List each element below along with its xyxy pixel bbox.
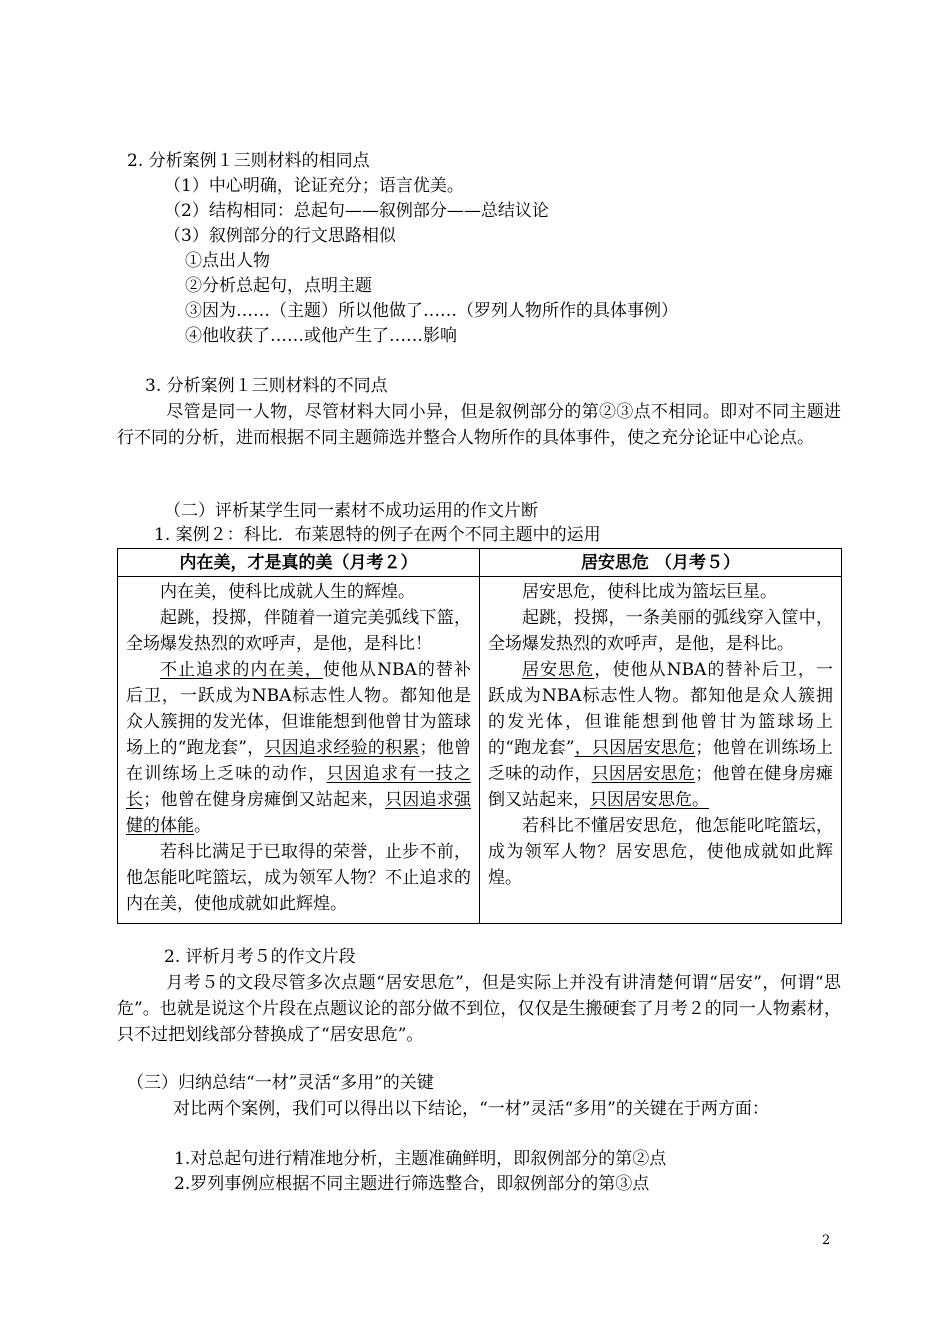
sub-list-item: ②分析总起句，点明主题 xyxy=(185,276,372,296)
table-header-right: 居安思危 （月考５） xyxy=(480,549,842,577)
underlined-text: 只因居安思危。 xyxy=(590,790,709,810)
text-run: ；他曾在健身房瘫倒又站起来， xyxy=(488,764,834,810)
case-title: 1. 案例２：科比．布莱恩特的例子在两个不同主题中的运用 xyxy=(154,525,601,545)
section-heading: 2. 评析月考５的作文片段 xyxy=(164,947,356,967)
list-item: （1）中心明确，论证充分；语言优美。 xyxy=(164,176,464,196)
table-cell-left xyxy=(118,577,480,924)
cell-paragraph xyxy=(488,657,833,813)
cell-paragraph xyxy=(126,657,471,839)
text-run: 使他从NBA的替补后卫，一跃成为NBA标志性人物。都知他是众人簇拥的发光体，但谁能想到他曾甘为篮球场上的“跑龙套”， xyxy=(126,660,471,758)
sub-list-item: ④他收获了……或他产生了……影响 xyxy=(185,326,457,346)
part-heading: （二）评析某学生同一素材不成功运用的作文片断 xyxy=(164,501,538,521)
underlined-text: 只因追求强健的体能 xyxy=(126,790,472,836)
table-cell-right xyxy=(480,577,842,924)
cell-paragraph: 居安思危，使科比成为篮坛巨星。 xyxy=(522,582,777,602)
section-heading: 3. 分析案例１三则材料的不同点 xyxy=(145,376,388,396)
text-run: ；他曾在健身房瘫倒又站起来， xyxy=(143,790,385,810)
underlined-text: 只因追求经验的积累 xyxy=(264,738,420,758)
cell-paragraph: 若科比满足于已取得的荣誉，止步不前，他怎能叱咤篮坛，成为领军人物？不止追求的内在美，使他成就如此辉煌。 xyxy=(126,842,471,914)
list-item: （3）叙例部分的行文思路相似 xyxy=(164,226,396,246)
comparison-table xyxy=(117,548,842,924)
list-item: （2）结构相同：总起句——叙例部分——总结议论 xyxy=(164,201,549,221)
cell-paragraph: 起跳，投掷，一条美丽的弧线穿入筐中，全场爆发热烈的欢呼声，是他，是科比。 xyxy=(488,608,833,654)
part-heading: （三）归纳总结“一材”灵活“多用”的关键 xyxy=(127,1073,434,1093)
underlined-text: ，只因居安思危 xyxy=(574,738,696,758)
cell-paragraph: 内在美，使科比成就人生的辉煌。 xyxy=(160,582,415,602)
paragraph: 月考５的文段尽管多次点题“居安思危”，但是实际上并没有讲清楚何谓“居安”，何谓“思危”。也就是说这个片段在点题议论的部分做不到位，仅仅是生搬硬套了月考２的同一人物素材，只不过把划线部分替换成了“居安思危”。 xyxy=(117,973,841,1045)
cell-paragraph: 起跳，投掷，伴随着一道完美弧线下篮，全场爆发热烈的欢呼声，是他，是科比！ xyxy=(126,608,471,654)
page-number: 2 xyxy=(822,1233,831,1248)
cell-paragraph: 若科比不懂居安思危，他怎能叱咤篮坛，成为领军人物？居安思危，使他成就如此辉煌。 xyxy=(488,816,833,888)
underlined-text: 只因居安思危 xyxy=(591,764,696,784)
text-run: ；他曾在训练场上乏味的动作， xyxy=(488,738,834,784)
text-run: 。 xyxy=(194,816,211,836)
paragraph: 对比两个案例，我们可以得出以下结论，“一材”灵活“多用”的关键在于两方面： xyxy=(173,1099,769,1119)
section-heading: 2. 分析案例１三则材料的相同点 xyxy=(127,151,370,171)
conclusion-point: 1.对总起句进行精准地分析，主题准确鲜明，即叙例部分的第②点 xyxy=(174,1149,667,1169)
table-header-left: 内在美，才是真的美（月考２） xyxy=(118,549,480,577)
sub-list-item: ③因为……（主题）所以他做了……（罗列人物所作的具体事例） xyxy=(185,301,678,321)
sub-list-item: ①点出人物 xyxy=(185,251,270,271)
underlined-text: 不止追求的内在美， xyxy=(160,660,323,680)
underlined-text: 只因追求有一技之长 xyxy=(126,764,472,810)
text-run: ；他曾在训练场上乏味的动作， xyxy=(126,738,472,784)
conclusion-point: 2.罗列事例应根据不同主题进行筛选整合，即叙例部分的第③点 xyxy=(174,1174,650,1194)
underlined-text: 居安思危 xyxy=(522,660,595,680)
paragraph: 尽管是同一人物，尽管材料大同小异，但是叙例部分的第②③点不相同。即对不同主题进行不同的分析，进而根据不同主题筛选并整合人物所作的具体事件，使之充分论证中心论点。 xyxy=(117,402,841,448)
text-run: ，使他从NBA的替补后卫，一跃成为NBA标志性人物。都知他是众人簇拥的发光体，但谁能想到他曾甘为篮球场上的“跑龙套” xyxy=(488,660,833,758)
